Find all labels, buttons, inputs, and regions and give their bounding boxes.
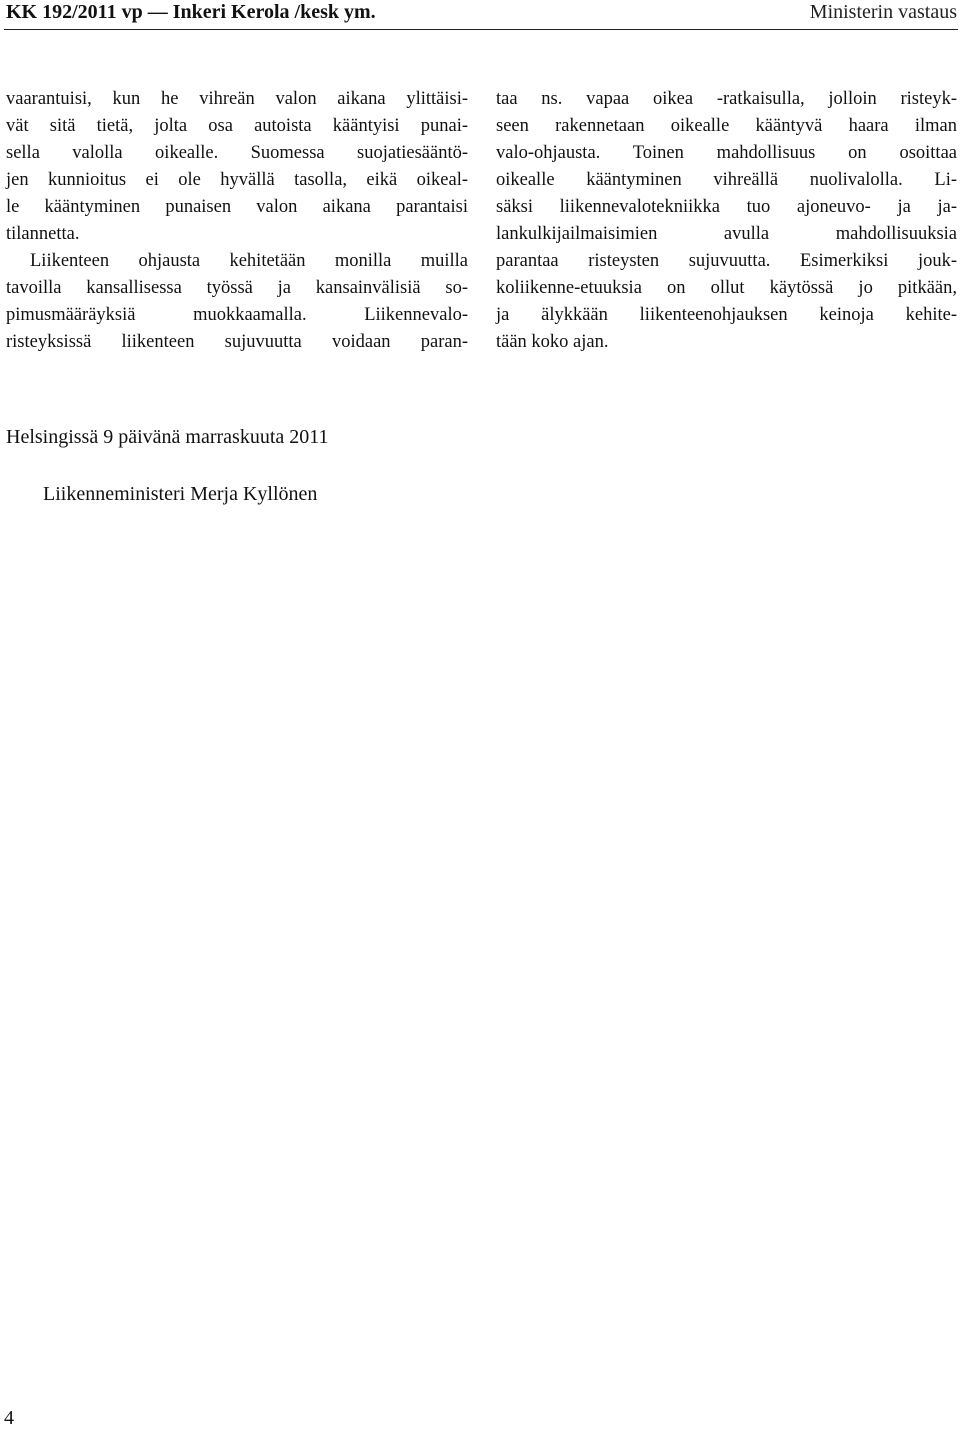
text-line: tavoilla kansallisessa työssä ja kansainvälisiä so- [6, 278, 468, 298]
text-line: risteyksissä liikenteen sujuvuutta voidaan paran- [6, 332, 468, 352]
text-line: koliikenne-etuuksia on ollut käytössä jo pitkään, [496, 278, 957, 298]
text-line: Liikenteen ohjausta kehitetään monilla muilla [30, 251, 468, 271]
text-line: sella valolla oikealle. Suomessa suojatiesääntö- [6, 143, 468, 163]
text-line: tään koko ajan. [496, 332, 609, 352]
signatory: Liikenneministeri Merja Kyllönen [43, 483, 318, 505]
text-line: oikealle kääntyminen vihreällä nuolivalolla. Li- [496, 170, 957, 190]
page-header [0, 0, 960, 28]
document-reference: KK 192/2011 vp — Inkeri Kerola /kesk ym. [6, 1, 376, 23]
page-number: 4 [4, 1407, 14, 1429]
text-line: taa ns. vapaa oikea -ratkaisulla, jolloin risteyk- [496, 89, 957, 109]
header-divider [4, 29, 958, 30]
place-and-date: Helsingissä 9 päivänä marraskuuta 2011 [6, 426, 329, 448]
text-line: vaarantuisi, kun he vihreän valon aikana ylittäisi- [6, 89, 468, 109]
text-line: valo-ohjausta. Toinen mahdollisuus on osoittaa [496, 143, 957, 163]
section-title: Ministerin vastaus [809, 1, 957, 23]
text-line: pimusmääräyksiä muokkaamalla. Liikennevalo- [6, 305, 468, 325]
text-line: parantaa risteysten sujuvuutta. Esimerkiksi jouk- [496, 251, 957, 271]
text-line: vät sitä tietä, jolta osa autoista kääntyisi punai- [6, 116, 468, 136]
right-column [496, 86, 957, 356]
left-column [6, 86, 468, 356]
text-line: jen kunnioitus ei ole hyvällä tasolla, eikä oikeal- [6, 170, 468, 190]
text-line: ja älykkään liikenteenohjauksen keinoja kehite- [496, 305, 957, 325]
text-line: lankulkijailmaisimien avulla mahdollisuuksia [496, 224, 957, 244]
text-line: säksi liikennevalotekniikka tuo ajoneuvo- ja ja- [496, 197, 957, 217]
text-line: le kääntyminen punaisen valon aikana parantaisi [6, 197, 468, 217]
text-line: seen rakennetaan oikealle kääntyvä haara ilman [496, 116, 957, 136]
text-line: tilannetta. [6, 224, 80, 244]
